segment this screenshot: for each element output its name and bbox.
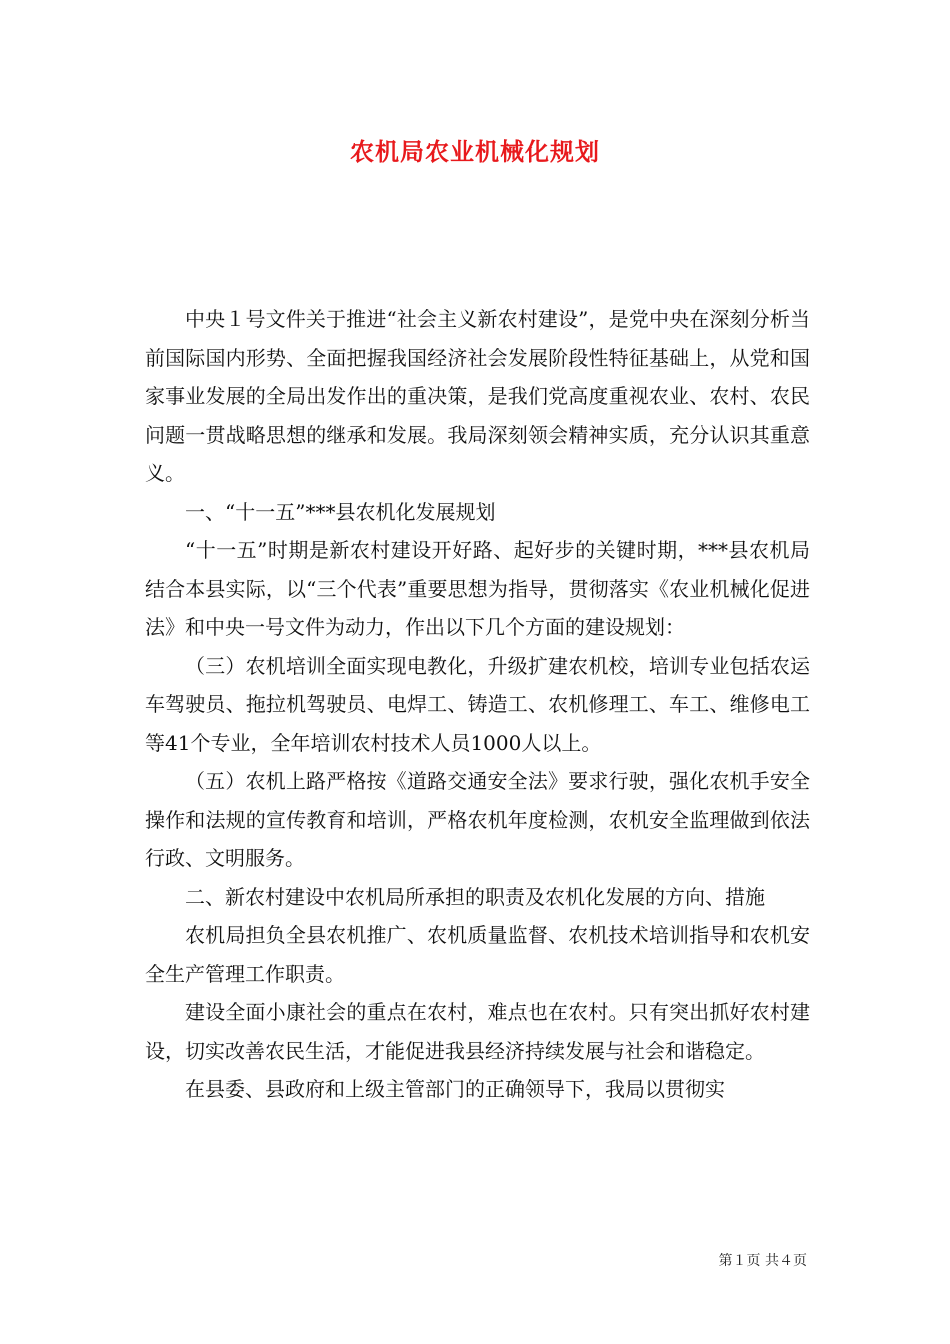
section-heading: 一、“十一五”***县农机化发展规划: [185, 499, 496, 524]
document-body: [145, 300, 810, 1109]
paragraph: “十一五”时期是新农村建设开好路、起好步的关键时期，***县农机局结合本县实际，以“三个代表”重要思想为指导，贯彻落实《农业机械化促进法》和中央一号文件为动力，作出以下几个方面的建设规划：: [145, 538, 810, 639]
document-title: 农机局农业机械化规划: [350, 137, 600, 166]
paragraph: （三）农机培训全面实现电教化，升级扩建农机校，培训专业包括农运车驾驶员、拖拉机驾驶员、电焊工、铸造工、农机修理工、车工、维修电工等41个专业，全年培训农村技术人员1000人以上。: [145, 653, 810, 755]
paragraph: （五）农机上路严格按《道路交通安全法》要求行驶，强化农机手安全操作和法规的宣传教育和培训，严格农机年度检测，农机安全监理做到依法行政、文明服务。: [145, 769, 810, 870]
paragraph: 在县委、县政府和上级主管部门的正确领导下，我局以贯彻实: [185, 1077, 725, 1101]
paragraph: 农机局担负全县农机推广、农机质量监督、农机技术培训指导和农机安全生产管理工作职责。: [145, 923, 810, 986]
section-heading: 二、新农村建设中农机局所承担的职责及农机化发展的方向、措施: [185, 884, 765, 909]
paragraph: 中央１号文件关于推进“社会主义新农村建设”，是党中央在深刻分析当前国际国内形势、全面把握我国经济社会发展阶段性特征基础上，从党和国家事业发展的全局出发作出的重决策，是我们党高度重视农业、农村、农民问题一贯战略思想的继承和发展。我局深刻领会精神实质，充分认识其重意义。: [145, 307, 810, 485]
page-number: 第１页 共４页: [718, 1253, 807, 1269]
paragraph: 建设全面小康社会的重点在农村，难点也在农村。只有突出抓好农村建设，切实改善农民生活，才能促进我县经济持续发展与社会和谐稳定。: [145, 1000, 810, 1063]
